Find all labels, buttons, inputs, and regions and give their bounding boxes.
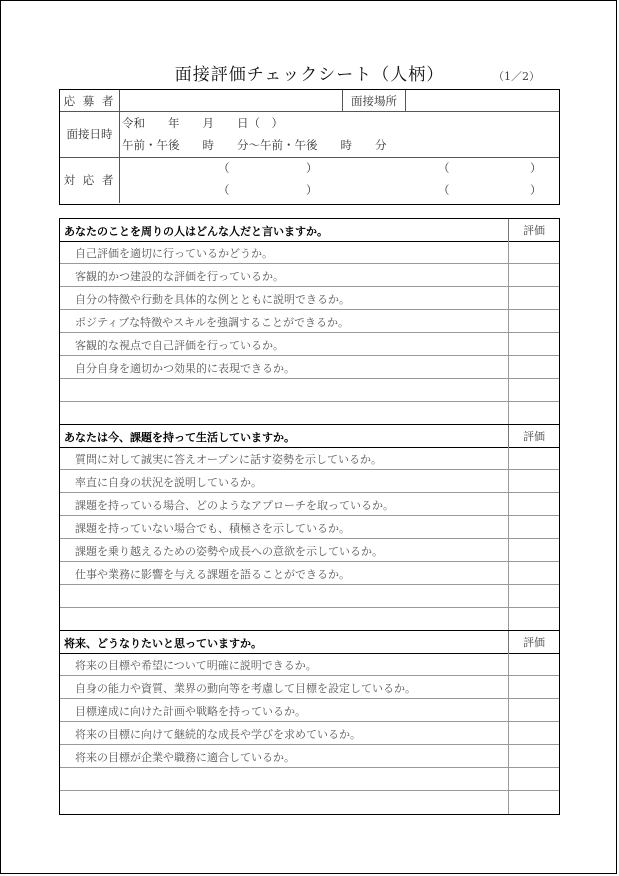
paren-open: （ bbox=[218, 183, 230, 197]
eval-cell[interactable] bbox=[508, 585, 559, 607]
eval-cell[interactable] bbox=[508, 493, 559, 515]
blank-line bbox=[60, 402, 559, 425]
eval-cell[interactable] bbox=[508, 653, 559, 675]
check-item: 質問に対して誠実に答えオープンに話す姿勢を示しているか。 bbox=[60, 447, 559, 470]
eval-cell[interactable] bbox=[508, 699, 559, 721]
check-item: 将来の目標や希望について明確に説明できるか。 bbox=[60, 653, 559, 676]
paren-open: （ bbox=[218, 161, 230, 175]
applicant-label: 応 募 者 bbox=[60, 90, 120, 111]
question-header bbox=[60, 631, 559, 654]
eval-cell[interactable] bbox=[508, 447, 559, 469]
eval-header: 評価 bbox=[508, 631, 559, 653]
question-text: あなたのことを周りの人はどんな人だと言いますか。 bbox=[64, 225, 328, 238]
eval-cell[interactable] bbox=[508, 791, 559, 814]
check-item: 自己評価を適切に行っているかどうか。 bbox=[60, 241, 559, 264]
check-item: 課題を持っていない場合でも、積極さを示しているか。 bbox=[60, 516, 559, 539]
eval-cell[interactable] bbox=[508, 333, 559, 355]
eval-header: 評価 bbox=[508, 425, 559, 447]
eval-cell[interactable] bbox=[508, 676, 559, 698]
paren-close: ） bbox=[306, 161, 318, 175]
check-item: 将来の目標が企業や職務に適合しているか。 bbox=[60, 745, 559, 768]
check-item: 客観的な視点で自己評価を行っているか。 bbox=[60, 333, 559, 356]
eval-cell[interactable] bbox=[508, 722, 559, 744]
check-item: 自分自身を適切かつ効果的に表現できるか。 bbox=[60, 356, 559, 379]
blank-line bbox=[60, 379, 559, 402]
check-item: 将来の目標に向けて継続的な成長や学びを求めているか。 bbox=[60, 722, 559, 745]
eval-cell[interactable] bbox=[508, 379, 559, 401]
eval-cell[interactable] bbox=[508, 516, 559, 538]
interviewer-row bbox=[60, 157, 559, 203]
date-line: 令和 年 月 日（ ） bbox=[122, 116, 283, 130]
datetime-label: 面接日時 bbox=[60, 111, 120, 157]
eval-cell[interactable] bbox=[508, 310, 559, 332]
paren-close: ） bbox=[530, 161, 542, 175]
eval-cell[interactable] bbox=[508, 745, 559, 767]
question-text: あなたは今、課題を持って生活していますか。 bbox=[64, 431, 295, 444]
document-title: 面接評価チェックシート（人柄） bbox=[174, 65, 445, 85]
paren-close: ） bbox=[306, 183, 318, 197]
check-item: 仕事や業務に影響を与える課題を語ることができるか。 bbox=[60, 562, 559, 585]
check-item: 目標達成に向けた計画や戦略を持っているか。 bbox=[60, 699, 559, 722]
check-item: 客観的かつ建設的な評価を行っているか。 bbox=[60, 264, 559, 287]
paren-close: ） bbox=[530, 183, 542, 197]
eval-cell[interactable] bbox=[508, 356, 559, 378]
check-item: 課題を乗り越えるための姿勢や成長への意欲を示しているか。 bbox=[60, 539, 559, 562]
question-section-1 bbox=[59, 218, 560, 425]
eval-header: 評価 bbox=[508, 219, 559, 241]
applicant-row bbox=[60, 90, 559, 112]
question-text: 将来、どうなりたいと思っていますか。 bbox=[64, 637, 262, 650]
question-header bbox=[60, 219, 559, 242]
time-line: 午前・午後 時 分～午前・午後 時 分 bbox=[122, 138, 387, 152]
eval-cell[interactable] bbox=[508, 470, 559, 492]
check-item: 自分の特徴や行動を具体的な例とともに説明できるか。 bbox=[60, 287, 559, 310]
blank-line bbox=[60, 768, 559, 791]
eval-cell[interactable] bbox=[508, 562, 559, 584]
check-item: 課題を持っている場合、どのようなアプローチを取っているか。 bbox=[60, 493, 559, 516]
eval-cell[interactable] bbox=[508, 287, 559, 309]
datetime-row bbox=[60, 111, 559, 158]
blank-line bbox=[60, 608, 559, 631]
paren-open: （ bbox=[438, 183, 450, 197]
eval-cell[interactable] bbox=[508, 264, 559, 286]
eval-cell[interactable] bbox=[508, 539, 559, 561]
check-item: ポジティブな特徴やスキルを強調することができるか。 bbox=[60, 310, 559, 333]
interview-info-table bbox=[59, 89, 560, 205]
place-label: 面接場所 bbox=[342, 90, 406, 111]
blank-line bbox=[60, 585, 559, 608]
check-item: 自身の能力や資質、業界の動向等を考慮して目標を設定しているか。 bbox=[60, 676, 559, 699]
paren-open: （ bbox=[438, 161, 450, 175]
eval-cell[interactable] bbox=[508, 402, 559, 425]
question-section-3 bbox=[59, 630, 560, 815]
eval-cell[interactable] bbox=[508, 608, 559, 631]
interviewer-label: 対 応 者 bbox=[60, 157, 120, 203]
question-section-2 bbox=[59, 424, 560, 631]
eval-cell[interactable] bbox=[508, 241, 559, 263]
check-item: 率直に自身の状況を説明しているか。 bbox=[60, 470, 559, 493]
blank-line bbox=[60, 791, 559, 814]
page-number: （1／2） bbox=[493, 70, 540, 83]
question-header bbox=[60, 425, 559, 448]
eval-cell[interactable] bbox=[508, 768, 559, 790]
